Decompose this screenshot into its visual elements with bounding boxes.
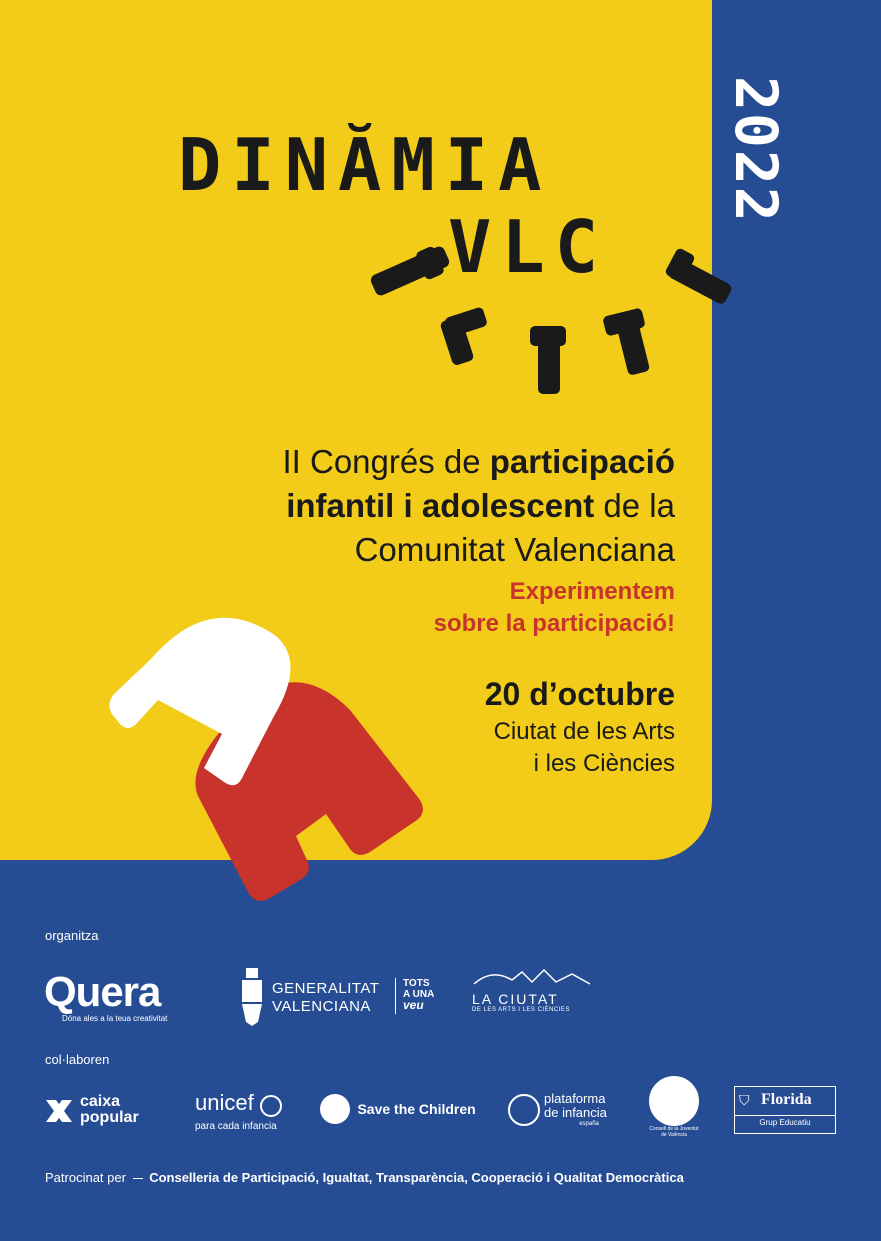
- consell-emblem-icon: [649, 1076, 699, 1126]
- ciutat-skyline-icon: [472, 966, 592, 986]
- organizers-label: organitza: [45, 928, 99, 943]
- caixa-x-icon: [44, 1096, 74, 1126]
- coat-of-arms-icon: [240, 966, 264, 1028]
- event-place: Ciutat de les Arts i les Ciències: [493, 718, 675, 777]
- title-line1: DINĂMIA: [178, 123, 552, 207]
- quera-logo[interactable]: Quera Dóna ales a la teua creativitat: [44, 968, 168, 1023]
- collaborators-label: col·laboren: [45, 1052, 110, 1067]
- florida-logo[interactable]: ⛉ Florida Grup Educatiu: [734, 1086, 836, 1134]
- title-line2: VLC: [448, 205, 609, 289]
- year-text: 2022: [722, 76, 790, 224]
- sponsor-name: Conselleria de Participació, Igualtat, Transparència, Cooperació i Qualitat Democràtica: [149, 1170, 684, 1185]
- congress-subtitle: II Congrés de participació infantil i adolescent de la Comunitat Valenciana: [282, 443, 675, 568]
- event-date: 20 d’octubre: [484, 676, 675, 712]
- child-icon: [320, 1094, 350, 1124]
- divider: [395, 978, 396, 1014]
- year-vertical: [722, 74, 790, 274]
- generalitat-logo[interactable]: GENERALITAT VALENCIANA TOTS A UNA veu: [240, 966, 445, 1028]
- decorative-shapes: [100, 600, 440, 920]
- ciutat-arts-logo[interactable]: LA CIUTAT DE LES ARTS I LES CIÈNCIES: [472, 966, 594, 1016]
- plataforma-dots-icon: [508, 1094, 540, 1126]
- sponsor-dash: [133, 1178, 143, 1179]
- save-the-children-logo[interactable]: Save the Children: [320, 1094, 480, 1124]
- sponsor-line: Patrocinat per Conselleria de Participació, Igualtat, Transparència, Cooperació i Qualitat Democràtica: [45, 1170, 684, 1185]
- consell-joventut-logo[interactable]: Consell de la Joventut de València: [642, 1076, 706, 1138]
- title-logo: [170, 100, 730, 400]
- divider: [735, 1115, 835, 1116]
- tagline: Experimentem sobre la participació!: [433, 578, 675, 637]
- unicef-logo[interactable]: unicef para cada infancia: [195, 1090, 295, 1132]
- globe-icon: [260, 1095, 282, 1117]
- shield-icon: ⛉: [739, 1092, 750, 1108]
